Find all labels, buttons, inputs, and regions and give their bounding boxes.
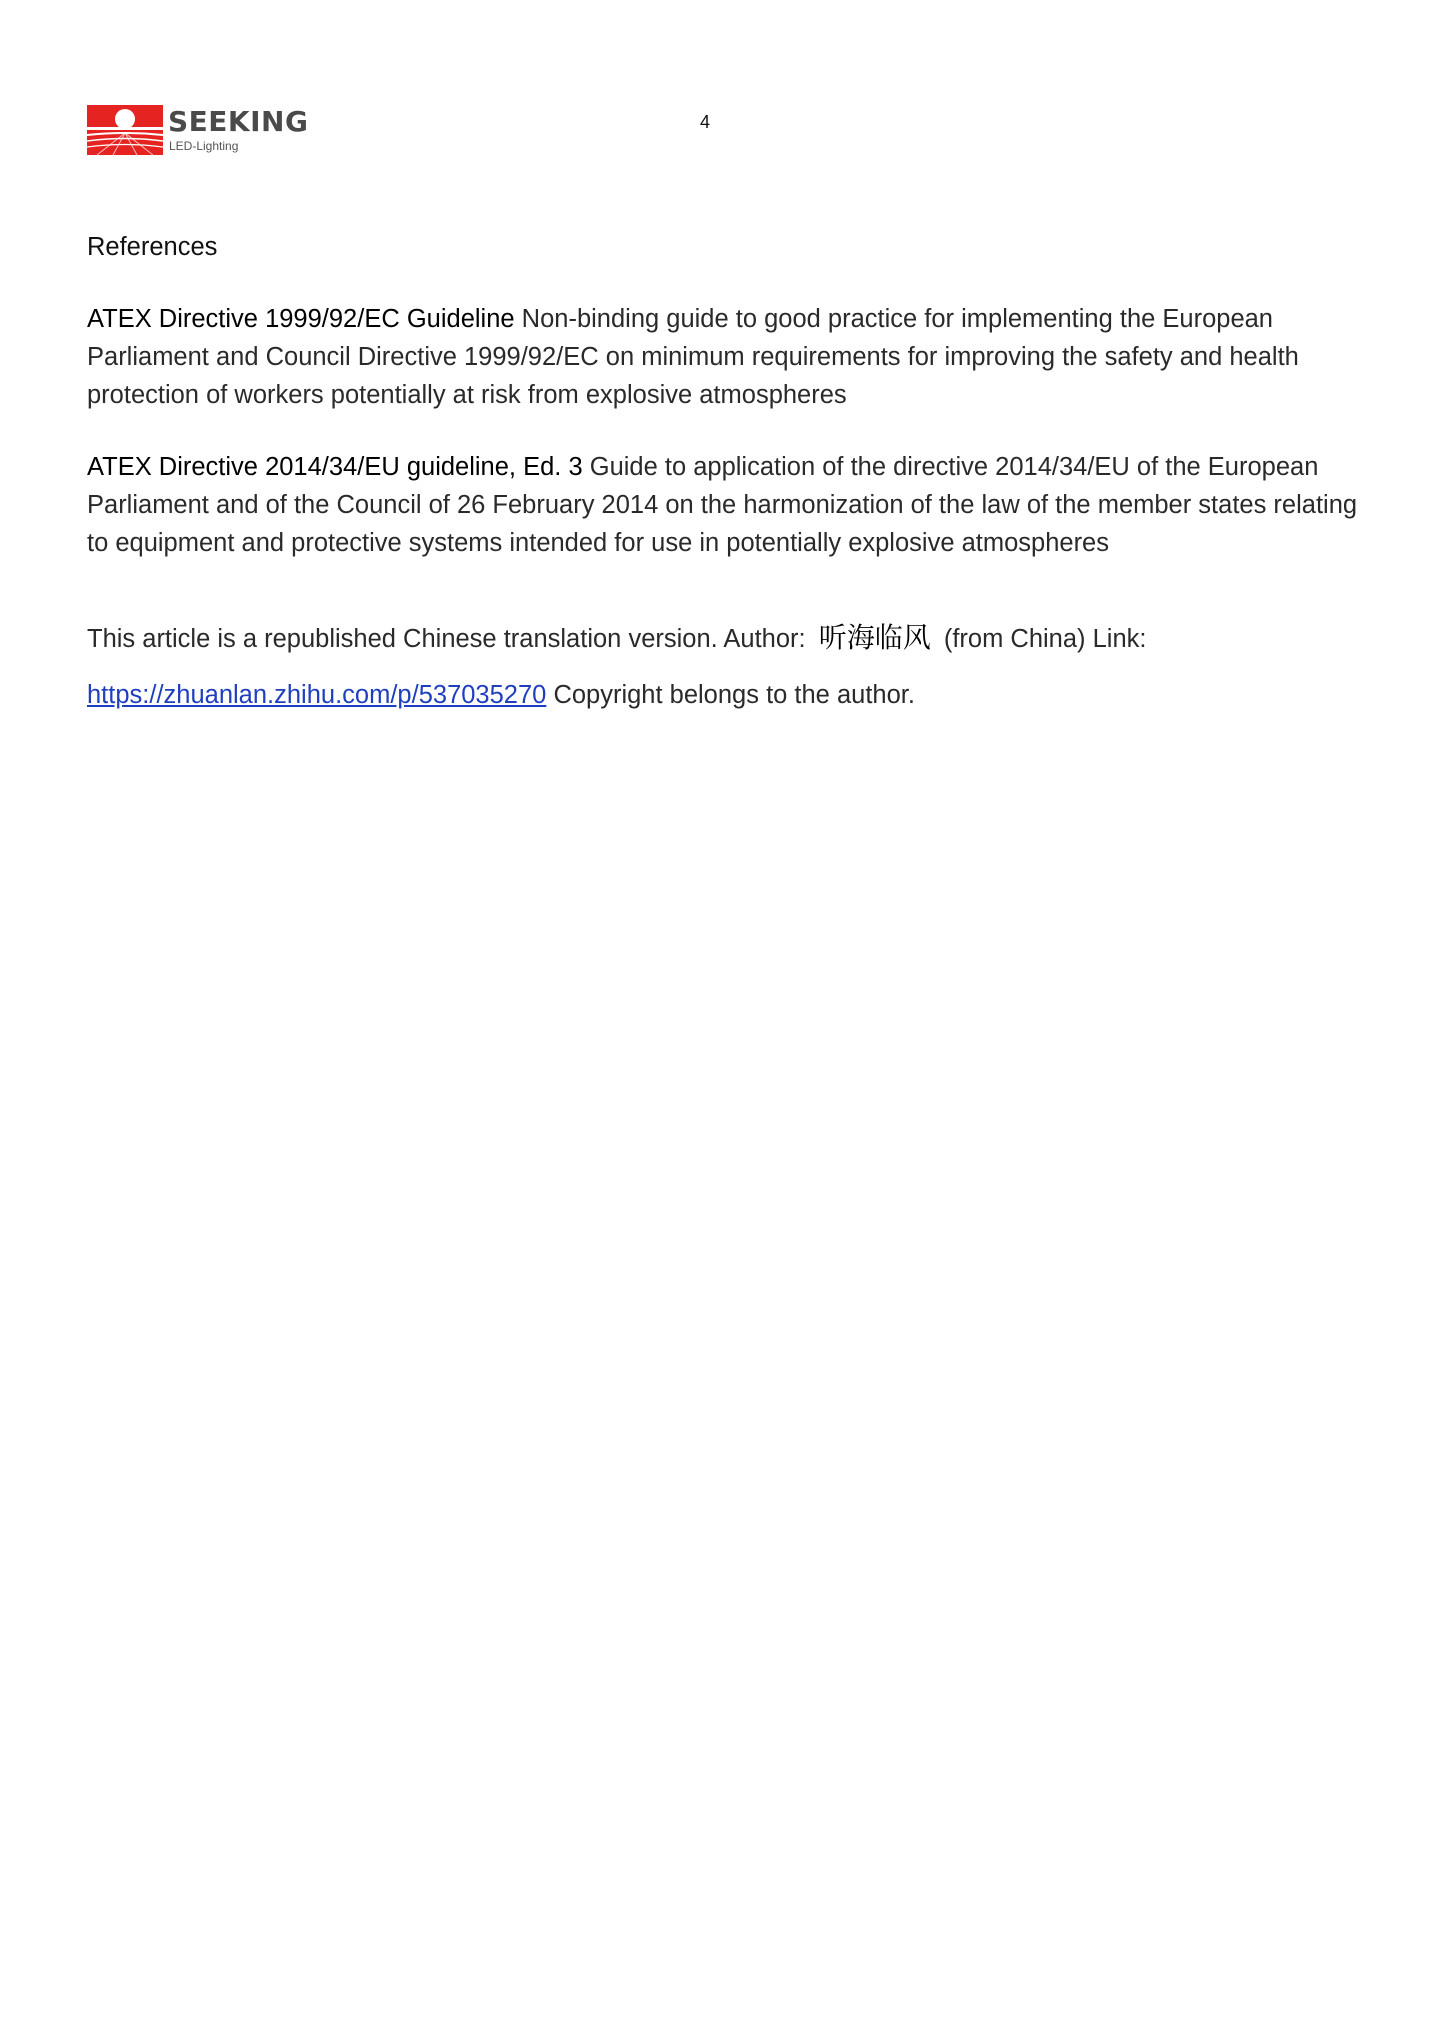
reference-description: Non-binding guide to good practice for implementing the European Parliament and Council Directive 1999/92/EC on minimum requirements for improving the safety and health protection of workers potentially at risk from explosive atmospheres (87, 305, 1299, 409)
reference-title: ATEX Directive 2014/34/EU guideline, Ed. 3 (87, 453, 583, 481)
sun-horizon-logo-icon (87, 105, 163, 155)
reference-item (87, 300, 1367, 414)
reference-description: Guide to application of the directive 2014/34/EU of the European Parliament and of the Council of 26 February 2014 on the harmonization of the law of the member states relating to equipment and protective systems intended for use in potentially explosive atmospheres (87, 453, 1358, 557)
note-intro: This article is a republished Chinese translation version. Author: (87, 625, 806, 653)
note-after-author: (from China) Link: (943, 625, 1147, 653)
source-link[interactable]: https://zhuanlan.zhihu.com/p/537035270 (87, 681, 547, 709)
references-heading: References (87, 233, 218, 261)
reference-title: ATEX Directive 1999/92/EC Guideline (87, 305, 515, 333)
author-name: 听海临风 (818, 621, 931, 654)
republication-note (87, 610, 1367, 723)
logo-tagline: LED-Lighting (169, 139, 239, 153)
company-logo (87, 104, 309, 156)
logo-name: SEEKING (168, 105, 309, 138)
reference-item (87, 448, 1367, 562)
copyright-note: Copyright belongs to the author. (553, 681, 915, 709)
document-body (87, 228, 1367, 723)
page-number: 4 (700, 112, 711, 132)
